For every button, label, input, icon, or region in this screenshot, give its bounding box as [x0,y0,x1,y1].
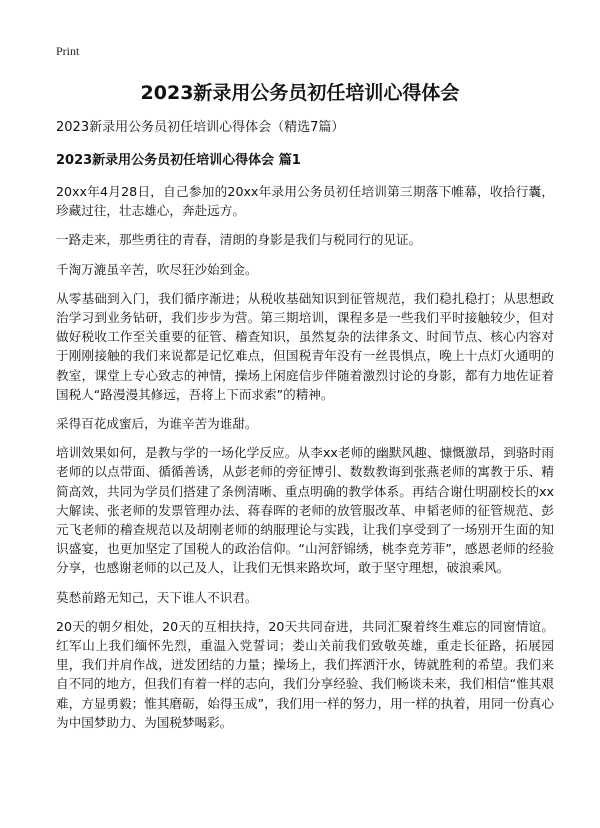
document-title: 2023新录用公务员初任培训心得体会 [140,82,460,104]
paragraph: 千淘万漉虽辛苦，吹尽狂沙始到金。 [56,261,258,277]
paragraph: 20天的朝夕相处，20天的互相扶持，20天共同奋进，共同汇聚着终生难忘的同窗情谊。红军山上我们缅怀先烈，重温入党誓词；娄山关前我们致敬英雄，重走长征路，拓展园里，我们并肩作战，迸发团结的力量；操场上，我们挥洒汗水，铸就胜利的希望。我们来自不同的地方，但我们有着一样的志向，我们分享经验、我们畅谈未来，我们相信“惟其艰难，方显勇毅；惟其磨砺，始得玉成”，我们用一样的努力，用一样的执着，用同一份真心为中国梦助力、为国税梦喝彩。 [56,618,554,730]
paragraph: 培训效果如何，是教与学的一场化学反应。从李xx老师的幽默风趣、慷慨激昂，到骆时雨老师的以点带面、循循善诱，从彭老师的旁征博引、数数教诲到张燕老师的寓教于乐、精简高效，共同为学员们搭建了条例清晰、重点明确的教学体系。再结合谢仕明副校长的xx大解读、张老师的发票管理办法、蒋春晖的老师的放管服改革、申韬老师的征管规范、彭元飞老师的稽查规范以及胡刚老师的纳服理论与实践，让我们享受到了一场别开生面的知识盛宴，也更加坚定了国税人的政治信仰。“山河舒锦绣，桃李竞芳菲”，感恩老师的经验分享，也感谢老师的以己及人，让我们无惧来路坎坷，敢于坚守理想，破浪乘风。 [56,445,554,576]
paragraph: 一路走来，那些勇往的青春，清朗的身影是我们与税同行的见证。 [56,232,422,248]
paragraph: 从零基础到入门，我们循序渐进；从税收基础知识到征管规范，我们稳扎稳打；从思想政治学习到业务钻研，我们步步为营。第三期培训，课程多是一些我们平时接触较少，但对做好税收工作至关重要的征管、稽查知识，虽然复杂的法律条文、时间节点、核心内容对于刚刚接触的我们来说都是记忆难点，但国税青年没有一丝畏惧点，晚上十点灯火通明的教室，课堂上专心致志的神情，操场上闲庭信步伴随着激烈讨论的身影，都有力地佐证着国税人“路漫漫其修远，吾将上下而求索”的精神。 [56,290,554,402]
print-link[interactable]: Print [56,44,80,58]
article-body [56,182,554,742]
document-subtitle: 2023新录用公务员初任培训心得体会（精选7篇） [56,120,345,135]
paragraph: 20xx年4月28日，自己参加的20xx年录用公务员初任培训第三期落下帷幕，收拾行囊，珍藏过往，壮志雄心，奔赴远方。 [56,184,554,219]
section-heading: 2023新录用公务员初任培训心得体会 篇1 [56,153,301,168]
paragraph: 采得百花成蜜后，为谁辛苦为谁甜。 [56,416,258,432]
paragraph: 莫愁前路无知己，天下谁人不识君。 [56,589,258,605]
